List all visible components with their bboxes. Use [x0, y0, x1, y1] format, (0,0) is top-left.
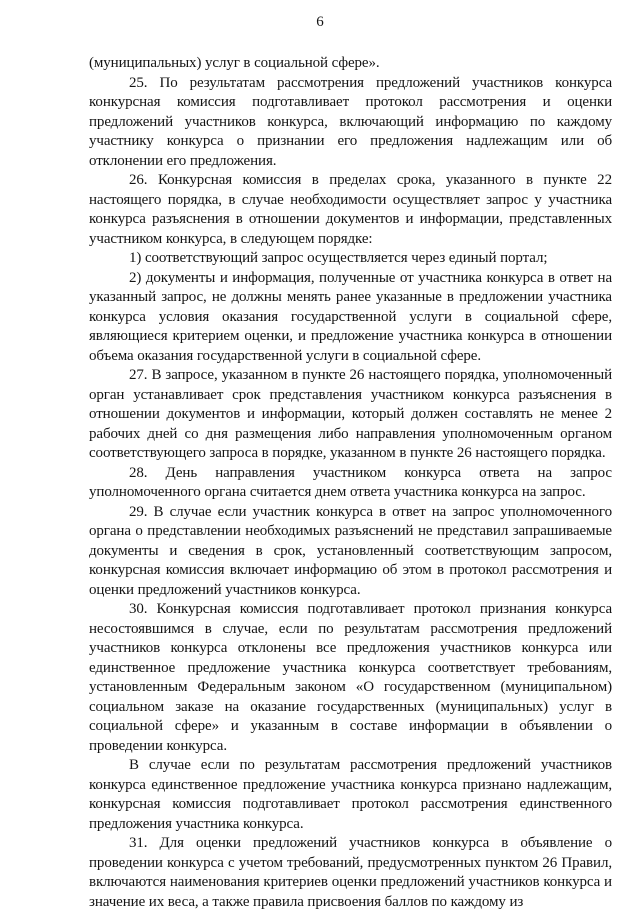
- paragraph-25: 25. По результатам рассмотрения предложений участников конкурса конкурсная комиссия подготавливает протокол рассмотрения и оценки предложений участников конкурса, включающий информацию по каждому участнику конкурса о признании его предложения надлежащим или об отклонении его предложения.: [89, 74, 612, 169]
- paragraph-29: 29. В случае если участник конкурса в ответ на запрос уполномоченного органа о представлении необходимых разъяснений не представил запрашиваемые документы и сведения в срок, установленный соответствующим запросом, конкурсная комиссия включает информацию об этом в протокол рассмотрения и оценки предложений участников конкурса.: [89, 503, 612, 598]
- paragraph-26: 26. Конкурсная комиссия в пределах срока, указанного в пункте 22 настоящего порядка, в случае необходимости осуществляет запрос у участника конкурса разъяснения в отношении документов и информации, представленных участником конкурса, в следующем порядке:: [89, 172, 612, 247]
- paragraph-30: 30. Конкурсная комиссия подготавливает протокол признания конкурса несостоявшимся в случае, если по результатам рассмотрения предложений участников конкурса отклонены все предложения участников конкурса или единственное предложение участника конкурса соответствует требованиям, установленным Федеральным законом «О государственном (муниципальном) социальном заказе на оказание государственных (муниципальных) услуг в социальной сфере» и указанным в составе информации в объявлении о проведении конкурса.: [89, 601, 612, 754]
- paragraph-31: 31. Для оценки предложений участников конкурса в объявление о проведении конкурса с учетом требований, предусмотренных пунктом 26 Правил, включаются наименования критериев оценки предложений участников конкурса и значение их веса, а также правила присвоения баллов по каждому из: [89, 835, 612, 910]
- paragraph-26-item-1: 1) соответствующий запрос осуществляется через единый портал;: [129, 250, 548, 266]
- paragraph-26-item-2: 2) документы и информация, полученные от участника конкурса в ответ на указанный запрос, не должны менять ранее указанные в предложении участника конкурса условия оказания государственной услуги в социальной сфере, являющиеся критерием оценки, и предложение участника конкурса в отношении объема оказания государственной услуги в социальной сфере.: [89, 269, 612, 364]
- paragraph-27: 27. В запросе, указанном в пункте 26 настоящего порядка, уполномоченный орган устанавливает срок представления участником конкурса разъяснения в отношении документов и информации, который должен составлять не менее 2 рабочих дней со дня размещения либо направления уполномоченным органом соответствующего запроса в порядке, указанном в пункте 26 настоящего порядка.: [89, 367, 612, 461]
- paragraph-28: 28. День направления участником конкурса ответа на запрос уполномоченного органа считается днем ответа участника конкурса на запрос.: [89, 464, 612, 500]
- paragraph-continuation: (муниципальных) услуг в социальной сфере».: [89, 55, 380, 71]
- paragraph-30-second: В случае если по результатам рассмотрения предложений участников конкурса единственное предложение участника конкурса признано надлежащим, конкурсная комиссия подготавливает протокол рассмотрения единственного предложения участника конкурса.: [89, 757, 612, 832]
- page-number: 6: [316, 14, 324, 30]
- document-body: [89, 54, 612, 912]
